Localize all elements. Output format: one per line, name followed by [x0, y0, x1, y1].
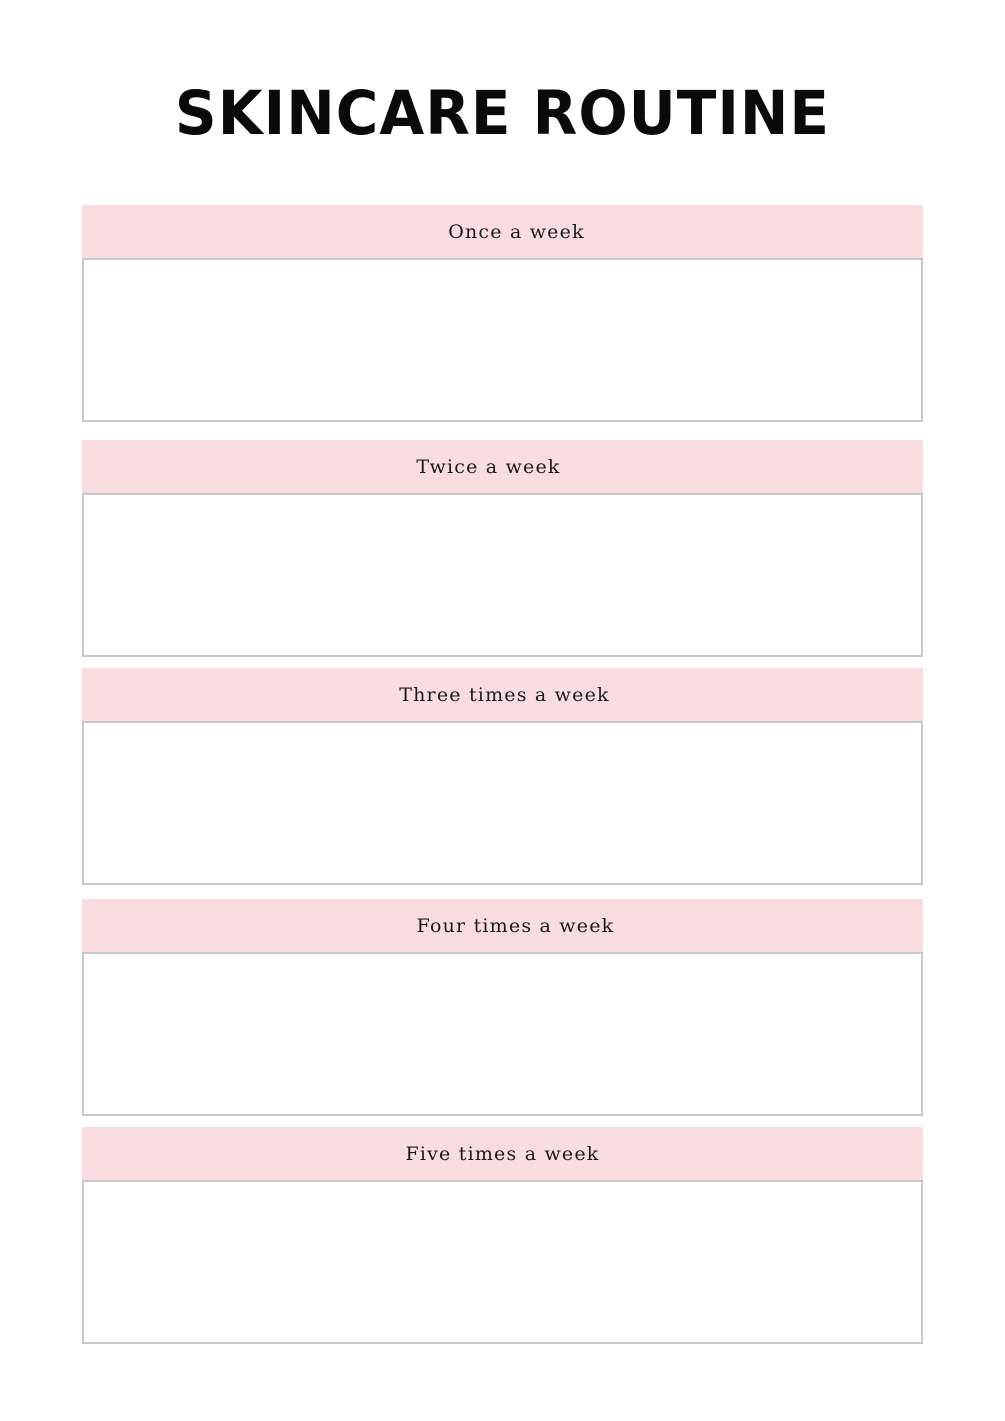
section-writing-area[interactable] [82, 952, 923, 1116]
section-writing-area[interactable] [82, 258, 923, 422]
section-header [82, 1127, 923, 1180]
section-label: Once a week [448, 220, 585, 243]
section-label: Five times a week [405, 1142, 600, 1165]
section-once-a-week [82, 205, 923, 422]
section-five-times-a-week [82, 1127, 923, 1344]
section-three-times-a-week [82, 668, 923, 885]
section-header [82, 668, 923, 721]
section-twice-a-week [82, 440, 923, 657]
section-four-times-a-week [82, 899, 923, 1116]
section-header [82, 440, 923, 493]
section-writing-area[interactable] [82, 721, 923, 885]
section-label: Four times a week [416, 914, 615, 937]
section-label: Twice a week [416, 455, 561, 478]
section-header [82, 205, 923, 258]
section-label: Three times a week [399, 683, 610, 706]
section-writing-area[interactable] [82, 1180, 923, 1344]
page-title: SKINCARE ROUTINE [174, 77, 831, 149]
section-header [82, 899, 923, 952]
section-writing-area[interactable] [82, 493, 923, 657]
